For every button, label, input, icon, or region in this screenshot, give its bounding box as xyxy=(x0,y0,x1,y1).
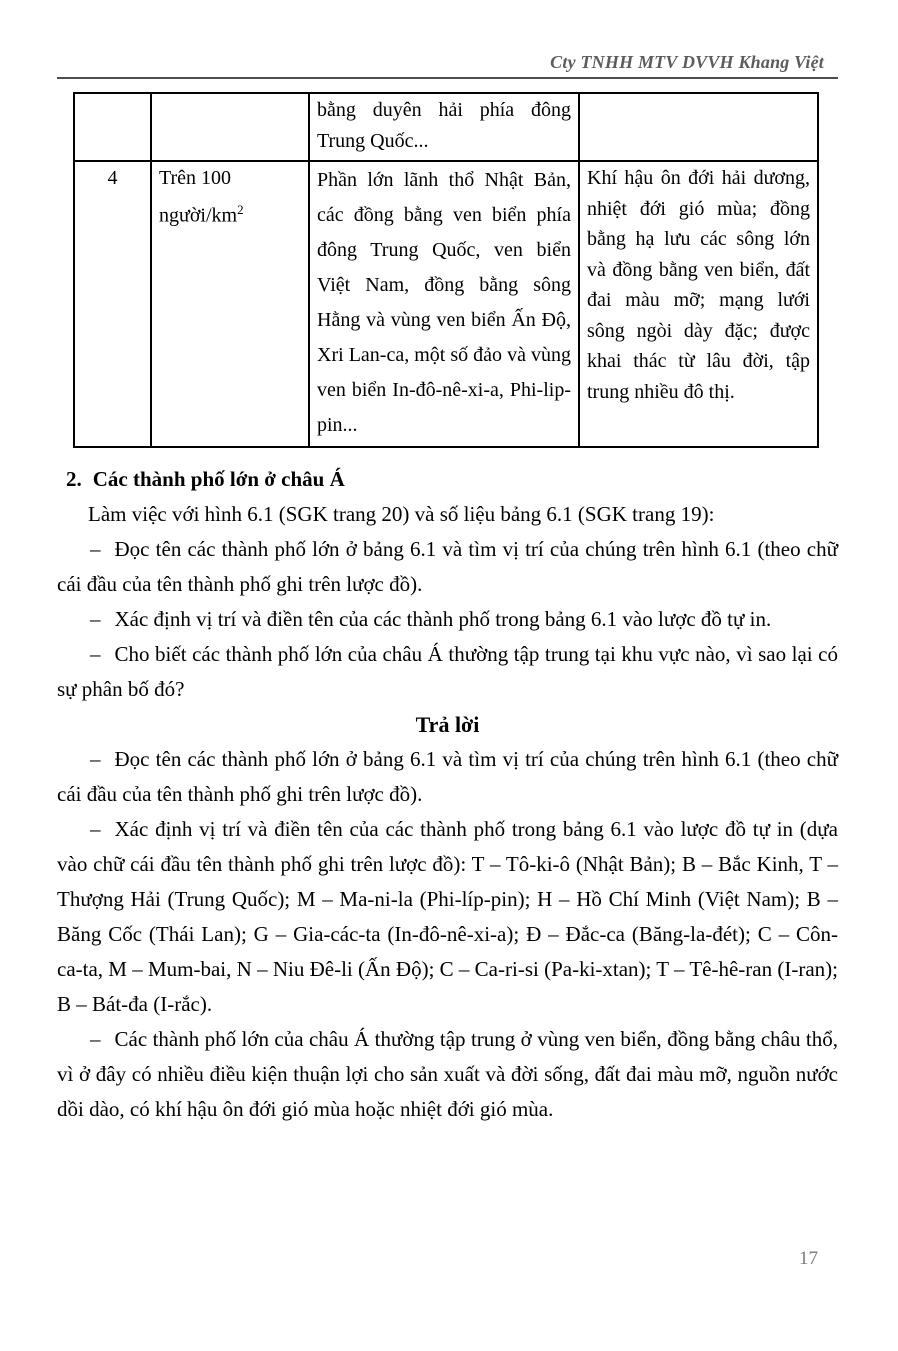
cell-distribution: Phần lớn lãnh thổ Nhật Bản, các đồng bằng ven biển phía đông Trung Quốc, ven biển Việt Nam, đồng bằng sông Hằng và vùng ven biển Ấn Độ, Xri Lan-ca, một số đảo và vùng ven biển In-đô-nê-xi-a, Phi-lip-pin... xyxy=(309,161,579,447)
dash-bullet: – xyxy=(90,607,101,631)
question-text: Xác định vị trí và điền tên của các thành phố trong bảng 6.1 vào lược đồ tự in. xyxy=(114,607,772,631)
answer-item-2 xyxy=(57,812,838,1022)
answer-text: Xác định vị trí và điền tên của các thành phố trong bảng 6.1 vào lược đồ tự in (dựa vào chữ cái đầu tên thành phố ghi trên lược đồ): T – Tô-ki-ô (Nhật Bản); B – Bắc Kinh, T – Thượng Hải (Trung Quốc); M – Ma-ni-la (Phi-líp-pin); H – Hồ Chí Minh (Việt Nam); B – Băng Cốc (Thái Lan); G – Gia-các-ta (In-đô-nê-xi-a); Đ – Đắc-ca (Băng-la-đét); C – Côn-ca-ta, M – Mum-bai, N – Niu Đê-li (Ấn Độ); C – Ca-ri-si (Pa-ki-xtan); T – Tê-hê-ran (I-ran); B – Bát-đa (I-rắc). xyxy=(57,817,838,1016)
dash-bullet: – xyxy=(90,817,101,841)
population-density-table xyxy=(73,92,819,448)
cell-distribution: bằng duyên hải phía đông Trung Quốc... xyxy=(309,93,579,161)
dash-bullet: – xyxy=(90,747,101,771)
body-text xyxy=(57,462,838,1127)
section-number: 2. xyxy=(66,467,82,491)
dash-bullet: – xyxy=(90,642,101,666)
answer-heading: Trả lời xyxy=(415,712,480,737)
table-row-continuation xyxy=(74,93,818,161)
density-superscript: 2 xyxy=(237,202,244,217)
cell-density xyxy=(151,161,309,447)
answer-text: Đọc tên các thành phố lớn ở bảng 6.1 và tìm vị trí của chúng trên hình 6.1 (theo chữ cái đầu của tên thành phố ghi trên lược đồ). xyxy=(57,747,838,806)
header-rule xyxy=(57,77,838,79)
cell-density xyxy=(151,93,309,161)
section-title: Các thành phố lớn ở châu Á xyxy=(92,467,345,491)
table-row-4 xyxy=(74,161,818,447)
cell-features: Khí hậu ôn đới hải dương, nhiệt đới gió mùa; đồng bằng hạ lưu các sông lớn và đồng bằng ven biển, đất đai màu mỡ; mạng lưới sông ngòi dày đặc; được khai thác từ lâu đời, tập trung nhiều đô thị. xyxy=(579,161,818,447)
section-heading xyxy=(57,462,838,497)
question-item-2 xyxy=(57,602,838,637)
question-text: Đọc tên các thành phố lớn ở bảng 6.1 và tìm vị trí của chúng trên hình 6.1 (theo chữ cái đầu của tên thành phố ghi trên lược đồ). xyxy=(57,537,838,596)
dash-bullet: – xyxy=(90,1027,101,1051)
question-item-1 xyxy=(57,532,838,602)
section-intro: Làm việc với hình 6.1 (SGK trang 20) và số liệu bảng 6.1 (SGK trang 19): xyxy=(88,502,715,526)
header-company-name: Cty TNHH MTV DVVH Khang Việt xyxy=(550,52,824,72)
question-item-3 xyxy=(57,637,838,707)
cell-features xyxy=(579,93,818,161)
dash-bullet: – xyxy=(90,537,101,561)
cell-index: 4 xyxy=(74,161,151,447)
answer-text: Các thành phố lớn của châu Á thường tập trung ở vùng ven biển, đồng bằng châu thổ, vì ở đây có nhiều điều kiện thuận lợi cho sản xuất và đời sống, đất đai màu mỡ, nguồn nước dồi dào, có khí hậu ôn đới gió mùa hoặc nhiệt đới gió mùa. xyxy=(57,1027,838,1121)
page-number: 17 xyxy=(799,1248,818,1269)
question-text: Cho biết các thành phố lớn của châu Á thường tập trung tại khu vực nào, vì sao lại có sự phân bố đó? xyxy=(57,642,838,701)
answer-item-3 xyxy=(57,1022,838,1127)
cell-index xyxy=(74,93,151,161)
density-text: Trên 100 người/km xyxy=(159,167,238,227)
answer-item-1 xyxy=(57,742,838,812)
